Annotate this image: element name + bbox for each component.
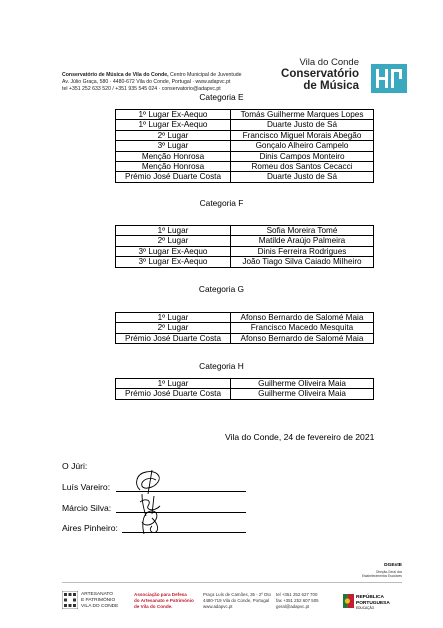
- artesanato-line-3: VILA DO CONDE: [81, 604, 119, 609]
- category-g-table: [115, 312, 374, 344]
- table-row: [116, 110, 374, 120]
- dgeste-subtitle-line-2: Estabelecimentos Escolares: [361, 574, 402, 578]
- student-cell: Afonso Bernardo de Salomé Maia: [231, 313, 374, 323]
- artesanato-line-1: ARTESANATO: [81, 592, 113, 597]
- school-address: Av. Júlio Graça, 580 · 4480-672 Vila do Conde, Portugal · www.adapvc.pt: [62, 79, 231, 86]
- table-row: [116, 313, 374, 323]
- prize-cell: 3º Lugar: [116, 141, 231, 151]
- table-row: [116, 130, 374, 140]
- table-row: [116, 333, 374, 343]
- student-cell: Romeu dos Santos Cecacci: [231, 162, 374, 172]
- association-line-2: do Artesanato e Património: [134, 598, 194, 603]
- contact-phone: tel +351 252 627 700: [276, 592, 318, 597]
- category-h-table: [115, 378, 374, 400]
- prize-cell: Prémio José Duarte Costa: [116, 172, 231, 182]
- table-row: [116, 141, 374, 151]
- table-row: [116, 236, 374, 246]
- prize-cell: 1º Lugar: [116, 379, 231, 389]
- portuguese-republic-emblem-icon: [343, 594, 354, 608]
- association-contacts: [276, 592, 319, 610]
- student-cell: Duarte Justo de Sá: [231, 172, 374, 182]
- republic-line-1: REPÚBLICA: [356, 595, 384, 600]
- jury-member-2-label: Márcio Silva:: [62, 503, 112, 513]
- republic-ministry: EDUCAÇÃO: [356, 606, 375, 611]
- jury-heading: O Júri:: [62, 461, 88, 471]
- table-row: [116, 162, 374, 172]
- school-location: Centro Municipal de Juventude: [168, 72, 242, 78]
- student-cell: Duarte Justo de Sá: [231, 120, 374, 130]
- brand-wordmark: [281, 58, 359, 92]
- address-line-3: www.adapvc.pt: [203, 604, 233, 609]
- category-e-title: Categoria E: [199, 92, 244, 102]
- brand-name-line-2: de Música: [303, 80, 359, 92]
- dgeste-subtitle-line-1: Direção-Geral dos: [376, 570, 402, 574]
- school-name: Conservatório de Música de Vila do Conde,: [62, 72, 169, 78]
- table-row: [116, 151, 374, 161]
- student-cell: Dinis Campos Monteiro: [231, 151, 374, 161]
- contact-email: geral@adapvc.pt: [276, 604, 310, 609]
- student-cell: Gonçalo Alheiro Campelo: [231, 141, 374, 151]
- prize-cell: 1º Lugar: [116, 313, 231, 323]
- school-contacts: tel +351 252 633 520 / +351 935 545 024 · conservatorio@adapvc.pt: [62, 86, 221, 93]
- school-info-line-1: [62, 72, 277, 79]
- table-row: [116, 257, 374, 267]
- student-cell: Francisco Macedo Mesquita: [231, 323, 374, 333]
- prize-cell: 1º Lugar Ex-Aequo: [116, 110, 231, 120]
- student-cell: Tomás Guilherme Marques Lopes: [231, 110, 374, 120]
- brand-name-line-1: Conservatório: [281, 68, 359, 80]
- student-cell: Sofia Moreira Tomé: [231, 226, 374, 236]
- conservatory-logo-icon: [371, 64, 407, 93]
- prize-cell: Menção Honrosa: [116, 162, 231, 172]
- table-row: [116, 379, 374, 389]
- prize-cell: 3º Lugar Ex-Aequo: [116, 257, 231, 267]
- document-date: Vila do Conde, 24 de fevereiro de 2021: [225, 432, 375, 442]
- table-row: [116, 323, 374, 333]
- student-cell: Guilherme Oliveira Maia: [231, 379, 374, 389]
- footer-divider: [62, 582, 402, 583]
- table-row: [116, 226, 374, 236]
- category-h-title: Categoria H: [199, 361, 244, 371]
- artesanato-line-2: E PATRIMÓNIO: [81, 598, 116, 603]
- republic-text: [356, 595, 390, 612]
- prize-cell: 1º Lugar: [116, 226, 231, 236]
- category-f-table: [115, 225, 374, 268]
- contact-fax: fax +351 252 607 505: [276, 598, 319, 603]
- jury-member-3-label: Aires Pinheiro:: [62, 523, 118, 533]
- table-row: [116, 246, 374, 256]
- dgeste-logo: DGEstE: [384, 563, 402, 568]
- prize-cell: Prémio José Duarte Costa: [116, 389, 231, 399]
- student-cell: Dinis Ferreira Rodrigues: [231, 246, 374, 256]
- prize-cell: 3º Lugar Ex-Aequo: [116, 246, 231, 256]
- student-cell: João Tiago Silva Caiado Milheiro: [231, 257, 374, 267]
- student-cell: Matilde Araújo Palmeira: [231, 236, 374, 246]
- address-line-2: 4480-719 Vila do Conde, Portugal: [203, 598, 270, 603]
- table-row: [116, 389, 374, 399]
- student-cell: Afonso Bernardo de Salomé Maia: [231, 333, 374, 343]
- association-address: [203, 592, 271, 610]
- prize-cell: Menção Honrosa: [116, 151, 231, 161]
- prize-cell: 2º Lugar: [116, 236, 231, 246]
- category-f-title: Categoria F: [199, 198, 244, 208]
- table-row: [116, 172, 374, 182]
- student-cell: Francisco Miguel Morais Abegão: [231, 130, 374, 140]
- association-line-3: de Vila do Conde.: [134, 604, 173, 609]
- association-line-1: Associação para Defesa: [134, 592, 187, 597]
- category-g-title: Categoria G: [198, 284, 245, 294]
- table-row: [116, 120, 374, 130]
- prize-cell: 2º Lugar: [116, 323, 231, 333]
- association-text: [134, 592, 194, 610]
- prize-cell: 1º Lugar Ex-Aequo: [116, 120, 231, 130]
- jury-member-1-label: Luís Vareiro:: [62, 482, 111, 492]
- dgeste-subtitle: [352, 570, 402, 578]
- school-info: [62, 72, 277, 94]
- address-line-1: Praça Luís de Camões, 35 - 2º Dto: [203, 592, 271, 597]
- signature-3: [134, 508, 168, 536]
- prize-cell: 2º Lugar: [116, 130, 231, 140]
- artesanato-text: [81, 592, 118, 610]
- republic-line-2: PORTUGUESA: [356, 600, 390, 606]
- student-cell: Guilherme Oliveira Maia: [231, 389, 374, 399]
- brand-town: Vila do Conde: [299, 57, 359, 68]
- artesanato-logo-icon: [62, 591, 78, 609]
- prize-cell: Prémio José Duarte Costa: [116, 333, 231, 343]
- category-e-table: [115, 109, 374, 183]
